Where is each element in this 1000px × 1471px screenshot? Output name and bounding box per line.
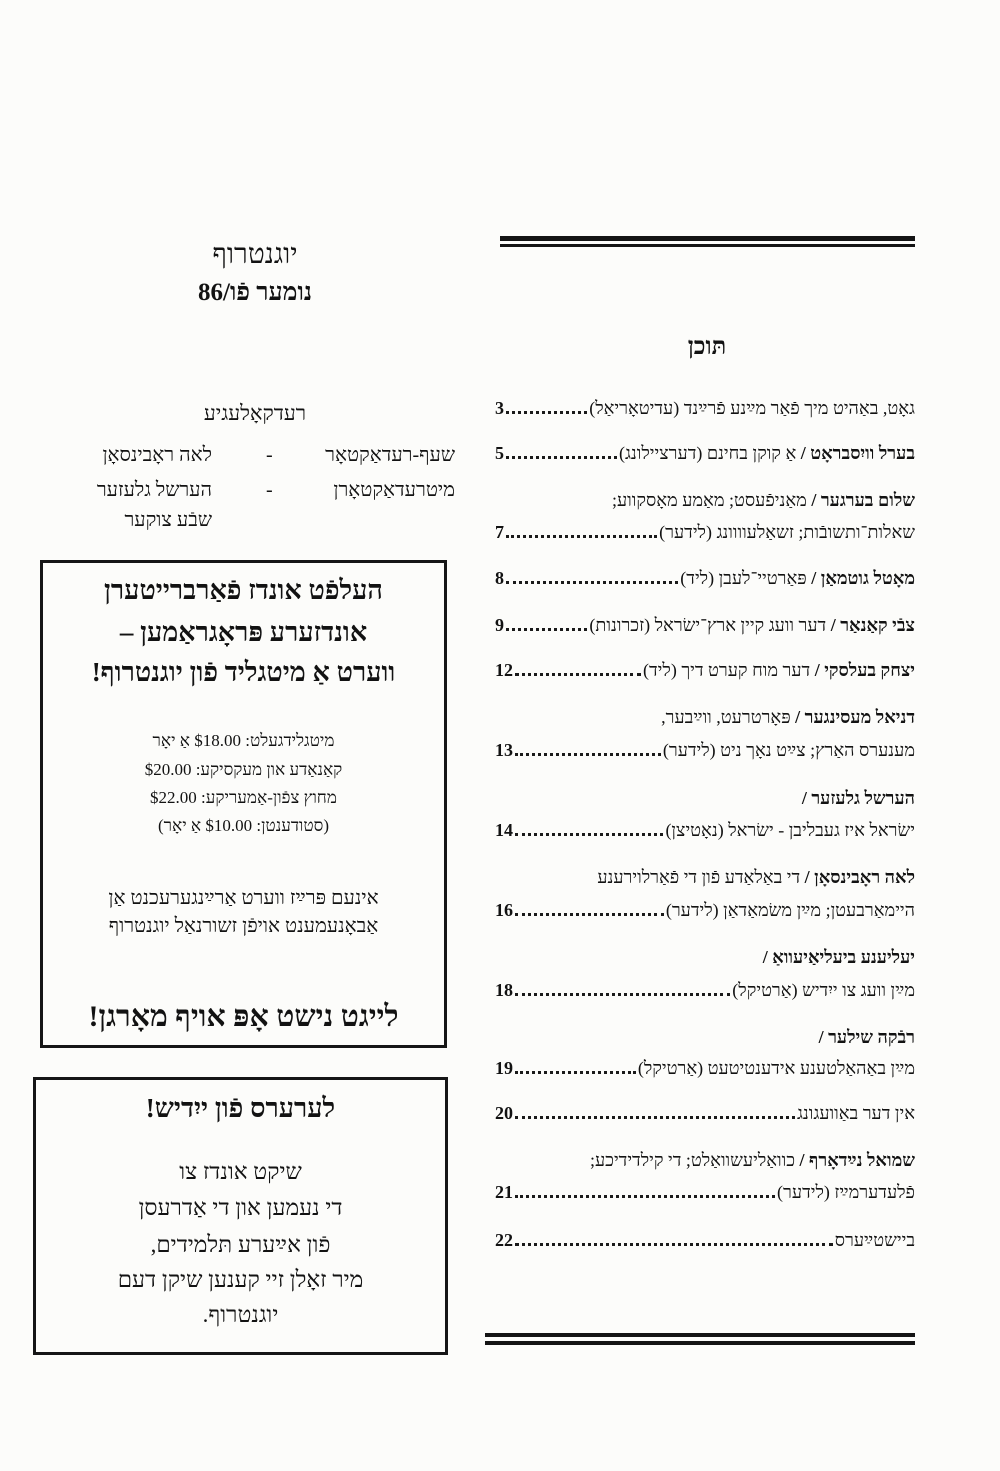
toc-author: יעליענע ביעליאַיעוואַ / — [762, 947, 915, 967]
bottom-rule-lower — [485, 1341, 915, 1345]
membership-headline-line: ווערט אַ מיטגליד פֿון יוגנטרוף! — [91, 657, 396, 687]
toc-entry — [495, 863, 915, 891]
toc-title: דער מוח קערט דיך (ליד) — [643, 660, 811, 680]
toc-entry-continuation — [495, 1178, 915, 1206]
dot-leader — [506, 410, 587, 414]
toc-author: שמואל נײַדאָרף / — [795, 1150, 915, 1170]
toc-author: יצחק בעלסקי / — [810, 660, 915, 680]
toc-entry — [495, 439, 915, 467]
toc-entry-continuation — [495, 1054, 915, 1082]
toc-entry-continuation — [495, 976, 915, 1004]
toc-page-number: 3 — [495, 398, 504, 418]
board-member-name: הערשל גלעזער — [96, 479, 212, 501]
toc-title-continuation: מײַן באַהאַלטענע אידענטיטעט (אַרטיקל) — [637, 1058, 915, 1078]
teachers-body-line: מיר זאָלן זיי קענען שיקן דעם — [117, 1267, 364, 1292]
board-separator: - — [266, 444, 273, 466]
dot-leader — [515, 1242, 833, 1246]
toc-title: כוואַליעשוואַלט; די קילדידיכע; — [589, 1150, 796, 1170]
toc-entry-continuation — [495, 816, 915, 844]
membership-appeal-box — [40, 560, 447, 1048]
membership-price-line: קאַנאַדע און מעקסיקע: $20.00 — [144, 760, 343, 779]
bottom-rule-upper — [485, 1333, 915, 1337]
membership-price-line: מיטגלידגעלט: $18.00 אַ יאָר — [152, 731, 335, 750]
toc-title-continuation: מײַן וועג צו ייִדיש (אַרטיקל) — [732, 980, 915, 1000]
toc-page-number: 9 — [495, 615, 504, 635]
toc-entry-continuation — [495, 736, 915, 764]
dot-leader — [506, 455, 617, 459]
teachers-body-line: פֿון אײַערע תּלמידים, — [150, 1232, 331, 1257]
membership-call-to-action: לייגט נישט אָפּ אויף מאָרגן! — [88, 1000, 399, 1033]
toc-title: אין דער באַוועגונג — [796, 1103, 915, 1123]
dot-leader — [515, 1194, 775, 1198]
dot-leader — [515, 992, 730, 996]
dot-leader — [506, 534, 657, 538]
teachers-headline: לערערס פֿון ייִדיש! — [145, 1093, 336, 1123]
toc-title: גאָט, באַהיט מיך פֿאַר מײַנע פֿרײַנד (עדיטאָריאַל) — [589, 398, 915, 418]
board-role: מיטרעדאַקטאָרן — [333, 479, 455, 501]
teachers-appeal-box — [33, 1077, 448, 1355]
toc-page-number: 19 — [495, 1058, 513, 1078]
toc-title: די באַלאַדע פֿון די פֿאַרלוירענע — [597, 867, 801, 887]
toc-entry — [495, 486, 915, 514]
toc-text — [589, 611, 915, 639]
membership-headline-line: העלפֿט אונדז פֿאַרברייטערן — [104, 575, 383, 605]
top-rule-thin — [500, 244, 915, 247]
membership-note-line: אינעם פּרײַז ווערט אַרײַנגערעכנט אַן — [108, 887, 379, 909]
contents-heading: תּוכן — [687, 334, 727, 360]
board-separator: - — [266, 479, 273, 501]
membership-price-line: (סטודענטן: $10.00 אַ יאָר) — [158, 816, 329, 835]
membership-price-line: מחוץ צפֿון-אַמעריקע: $22.00 — [150, 788, 337, 807]
dot-leader — [506, 580, 678, 584]
teachers-body-line: יוגנטרוף. — [202, 1302, 279, 1327]
membership-headline-line: אונדזערע פּראָגראַמען – — [119, 617, 368, 647]
toc-page-number: 21 — [495, 1182, 513, 1202]
top-rule-thick — [500, 236, 915, 241]
toc-title: ביישטײַערס — [834, 1230, 915, 1250]
toc-entry — [495, 1226, 915, 1254]
toc-page-number: 18 — [495, 980, 513, 1000]
toc-author: שלום בערגער / — [806, 490, 915, 510]
toc-page-number: 7 — [495, 522, 504, 542]
board-role: שעף-רעדאַקטאָר — [325, 444, 455, 466]
toc-title-continuation: ישׂראל איז געבליבן - ישׂראל (נאָטיצן) — [665, 820, 915, 840]
toc-entry — [495, 611, 915, 639]
dot-leader — [515, 912, 664, 916]
toc-author: מאָטל גוטמאַן / — [806, 568, 915, 588]
toc-author: בערל וויִסבראָט / — [796, 443, 915, 463]
teachers-body-line: די נעמען און די אַדרעסן — [138, 1195, 343, 1220]
board-member-name: שבֿע צוקער — [124, 509, 212, 531]
issue-number: נומער פֿו/86 — [198, 279, 312, 306]
editorial-board-row — [40, 440, 460, 470]
editorial-board-row — [40, 505, 460, 535]
dot-leader — [515, 752, 661, 756]
toc-entry — [495, 1099, 915, 1127]
dot-leader — [515, 1115, 795, 1119]
toc-title: פּאַרטיי־לעבן (ליד) — [680, 568, 807, 588]
toc-title: אַ קוקן בחינם (דערציילונג) — [618, 443, 797, 463]
toc-entry — [495, 394, 915, 422]
toc-author: דניאל מעסינגער / — [790, 707, 915, 727]
toc-entry — [495, 1146, 915, 1174]
dot-leader — [515, 1070, 636, 1074]
toc-author: רבֿקה שילער / — [818, 1027, 915, 1047]
masthead-title: יוגנטרוף — [212, 239, 298, 270]
toc-page-number: 5 — [495, 443, 504, 463]
membership-note-line: אַבאָנעמענט אויפֿן זשורנאַל יוגנטרוף — [108, 915, 379, 937]
dot-leader — [506, 627, 587, 631]
toc-title: מאַניפֿעסט; מאַמע מאָסקווע; — [611, 490, 807, 510]
toc-title-continuation: פֿלעדערמײַז (לידער) — [777, 1182, 915, 1202]
toc-entry — [495, 656, 915, 684]
toc-page-number: 22 — [495, 1230, 513, 1250]
toc-page-number: 13 — [495, 740, 513, 760]
toc-author: הערשל גלעזער / — [801, 788, 915, 808]
toc-page-number: 16 — [495, 900, 513, 920]
toc-entry-continuation — [495, 518, 915, 546]
toc-title-continuation: מענערס האַרץ; צײַט נאָך ניט (לידער) — [662, 740, 915, 760]
editorial-board-row — [40, 475, 460, 505]
toc-title: פּאָרטרעט, ווײַבער, — [661, 707, 791, 727]
toc-text — [643, 656, 915, 684]
dot-leader — [515, 672, 641, 676]
toc-entry — [495, 564, 915, 592]
toc-entry — [495, 943, 915, 971]
dot-leader — [515, 832, 663, 836]
toc-text — [619, 439, 915, 467]
toc-title-continuation: שאלות־ותשובֿות; זשאַלעוווונג (לידער) — [659, 522, 915, 542]
toc-entry-continuation — [495, 896, 915, 924]
toc-author: לאה ראָבינסאָן / — [800, 867, 915, 887]
toc-title: דער וועג קיין ארץ־ישׂראל (זכרונות) — [589, 615, 827, 635]
board-member-name: לאה ראָבינסאָן — [102, 444, 212, 466]
toc-text — [680, 564, 915, 592]
toc-title-continuation: היימאַרבעטן; מײַן משׂמאַדאַן (לידער) — [665, 900, 915, 920]
editorial-board-heading: רעדקאָלעגיע — [203, 401, 307, 425]
teachers-body-line: שיקט אונדז צו — [179, 1159, 302, 1184]
toc-entry — [495, 703, 915, 731]
toc-page-number: 12 — [495, 660, 513, 680]
toc-entry — [495, 784, 915, 812]
toc-page-number: 14 — [495, 820, 513, 840]
toc-entry — [495, 1023, 915, 1051]
toc-author: צבֿי קאַנאַר / — [826, 615, 915, 635]
toc-page-number: 20 — [495, 1103, 513, 1123]
toc-page-number: 8 — [495, 568, 504, 588]
